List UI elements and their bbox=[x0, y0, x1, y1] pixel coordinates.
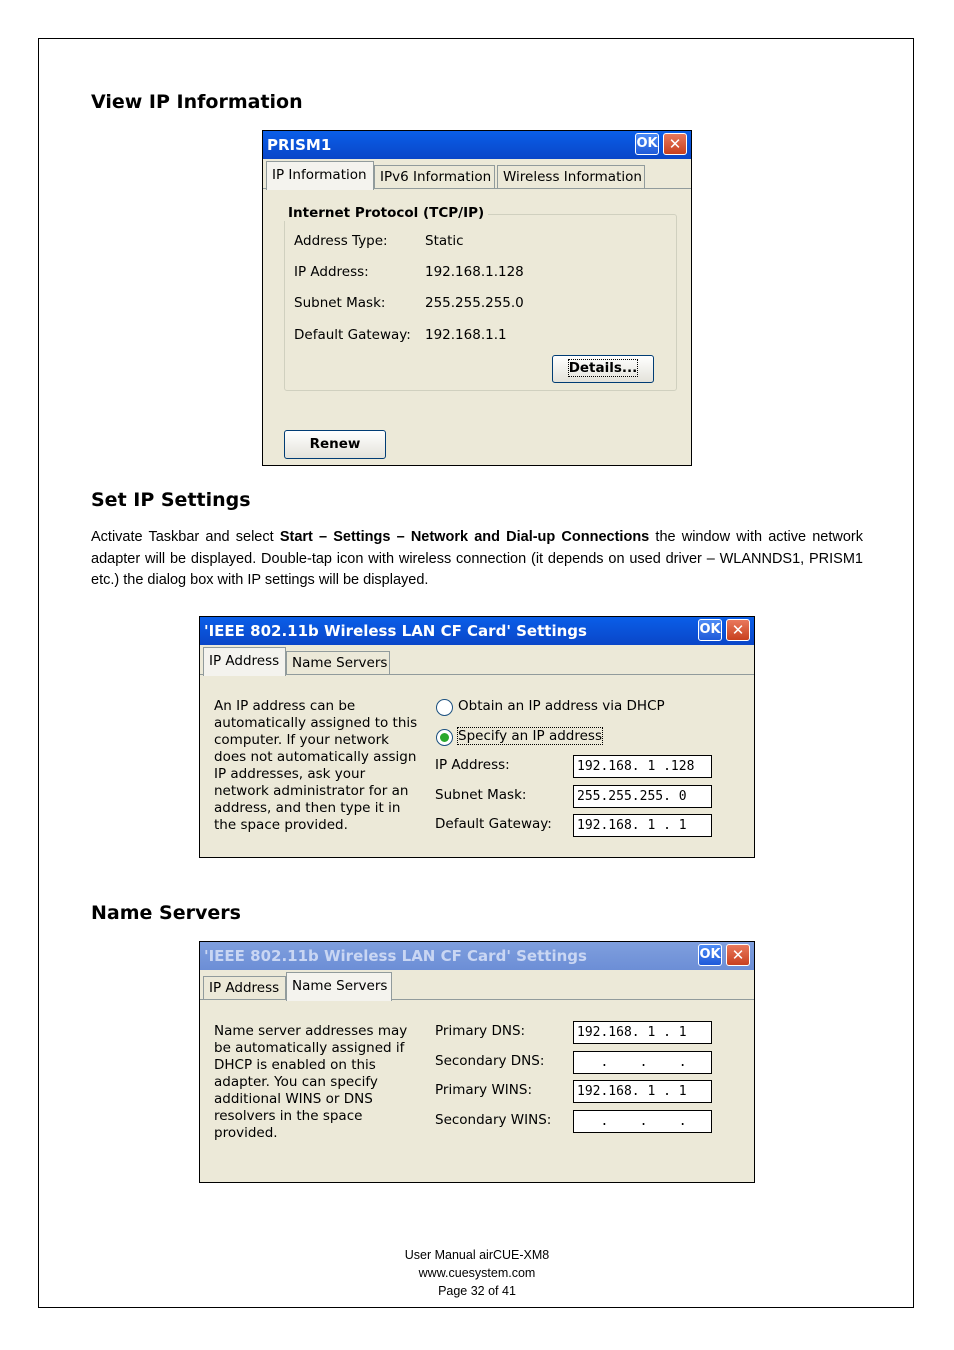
radio-specify-ip[interactable] bbox=[436, 729, 453, 746]
para-text-bold: Start – Settings – Network and Dial-up Connections bbox=[279, 529, 650, 545]
subnet-mask-label: Subnet Mask: bbox=[435, 787, 527, 803]
subnet-mask-input[interactable]: 255.255.255. 0 bbox=[573, 785, 712, 808]
details-button-label: Details... bbox=[568, 360, 638, 376]
default-gateway-value: 192.168.1.1 bbox=[425, 327, 507, 343]
tab-strip bbox=[200, 970, 754, 1000]
group-title: Internet Protocol (TCP/IP) bbox=[284, 205, 488, 221]
para-text-1: Activate Taskbar and select bbox=[91, 529, 280, 545]
ip-address-label: IP Address: bbox=[435, 757, 510, 773]
close-button[interactable]: ✕ bbox=[726, 619, 750, 641]
tab-ipv6-information[interactable]: IPv6 Information bbox=[374, 165, 495, 189]
dialog-titlebar bbox=[263, 131, 691, 159]
footer-page-number: Page 32 of 41 bbox=[438, 1284, 516, 1298]
primary-dns-label: Primary DNS: bbox=[435, 1023, 526, 1039]
dialog-title: 'IEEE 802.11b Wireless LAN CF Card' Settings bbox=[204, 622, 587, 640]
renew-button[interactable] bbox=[284, 430, 386, 459]
ok-button[interactable]: OK bbox=[698, 944, 722, 966]
primary-dns-input[interactable]: 192.168. 1 . 1 bbox=[573, 1021, 712, 1044]
ip-settings-dialog bbox=[199, 616, 755, 858]
subnet-mask-value: 255.255.255.0 bbox=[425, 295, 524, 311]
name-servers-dialog bbox=[199, 941, 755, 1183]
name-servers-description: Name server addresses may be automatically assigned if DHCP is enabled on this adapter. You can specify additional WINS or DNS resolvers in the space provided. bbox=[214, 1023, 408, 1141]
address-type-value: Static bbox=[425, 233, 464, 249]
address-type-label: Address Type: bbox=[294, 233, 388, 249]
primary-wins-input[interactable]: 192.168. 1 . 1 bbox=[573, 1080, 712, 1103]
heading-view-ip: View IP Information bbox=[91, 91, 303, 113]
tab-strip bbox=[200, 645, 754, 675]
secondary-dns-label: Secondary DNS: bbox=[435, 1053, 545, 1069]
heading-set-ip: Set IP Settings bbox=[91, 489, 251, 511]
secondary-wins-label: Secondary WINS: bbox=[435, 1112, 552, 1128]
tab-ip-address[interactable]: IP Address bbox=[203, 976, 286, 1000]
ip-address-value: 192.168.1.128 bbox=[425, 264, 524, 280]
tab-strip bbox=[263, 159, 691, 189]
close-button[interactable]: ✕ bbox=[726, 944, 750, 966]
ip-address-label: IP Address: bbox=[294, 264, 369, 280]
footer-website: www.cuesystem.com bbox=[418, 1266, 536, 1280]
primary-wins-label: Primary WINS: bbox=[435, 1082, 533, 1098]
set-ip-paragraph bbox=[91, 527, 863, 592]
tab-ip-address[interactable]: IP Address bbox=[203, 647, 286, 676]
secondary-dns-input[interactable]: . . . bbox=[573, 1051, 712, 1074]
ok-button[interactable]: OK bbox=[635, 133, 659, 155]
dialog-title: PRISM1 bbox=[267, 136, 332, 154]
radio-dhcp[interactable] bbox=[436, 699, 453, 716]
dialog-title: 'IEEE 802.11b Wireless LAN CF Card' Settings bbox=[204, 947, 587, 965]
close-button[interactable]: ✕ bbox=[663, 133, 687, 155]
dialog-titlebar bbox=[200, 617, 754, 645]
tab-divider bbox=[200, 999, 754, 1000]
para-text-2: the window with active network adapter will be displayed. Double-tap icon with wireless connection (it depends on used driver – WLANNDS1, PRISM1 etc.) the dialog box with IP settings will be displayed. bbox=[91, 529, 864, 588]
dialog-titlebar bbox=[200, 942, 754, 970]
subnet-mask-label: Subnet Mask: bbox=[294, 295, 386, 311]
secondary-wins-input[interactable]: . . . bbox=[573, 1110, 712, 1133]
tab-ip-information[interactable]: IP Information bbox=[266, 161, 374, 190]
renew-button-label: Renew bbox=[309, 436, 361, 452]
heading-name-servers: Name Servers bbox=[91, 902, 241, 924]
tab-name-servers[interactable]: Name Servers bbox=[286, 972, 392, 1001]
tab-name-servers[interactable]: Name Servers bbox=[286, 651, 390, 675]
default-gateway-label: Default Gateway: bbox=[435, 816, 552, 832]
footer-manual: User Manual airCUE-XM8 bbox=[404, 1248, 550, 1262]
default-gateway-label: Default Gateway: bbox=[294, 327, 411, 343]
ip-description: An IP address can be automatically assigned to this computer. If your network does not automatically assign IP addresses, ask your network administrator for an address, and then type it in the space provided. bbox=[214, 698, 418, 833]
default-gateway-input[interactable]: 192.168. 1 . 1 bbox=[573, 814, 712, 837]
radio-dhcp-label: Obtain an IP address via DHCP bbox=[458, 698, 665, 714]
prism1-dialog bbox=[262, 130, 692, 466]
tab-wireless-information[interactable]: Wireless Information bbox=[497, 165, 645, 189]
radio-specify-label: Specify an IP address bbox=[458, 728, 602, 744]
details-button[interactable] bbox=[552, 355, 654, 383]
ok-button[interactable]: OK bbox=[698, 619, 722, 641]
ip-address-input[interactable]: 192.168. 1 .128 bbox=[573, 755, 712, 778]
